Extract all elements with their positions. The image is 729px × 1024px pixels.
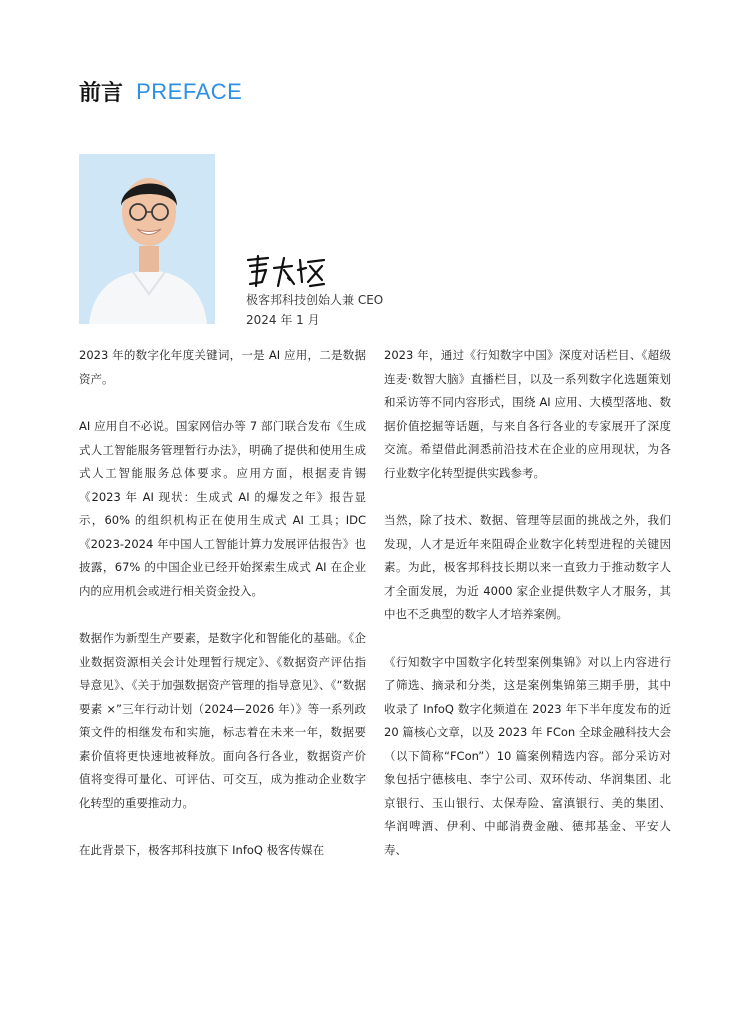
paragraph: 在此背景下，极客邦科技旗下 InfoQ 极客传媒在 — [79, 843, 325, 857]
paragraph: 数据作为新型生产要素，是数字化和智能化的基础。《企业数据资源相关会计处理暂行规定》、《数据资产评估指导意见》、《关于加强数据资产管理的指导意见》、《“数据要素 ×”三年行动计划（2024—2026 年）》等一系列政策文件的相继发布和实施，标志着在未来一年，数据要素价值将更快速地被释放。面向各行各业，数据资产价值将变得可量化、可评估、可交互，成为推动企业数字化转型的重要推动力。 — [79, 631, 366, 810]
left-column — [79, 344, 366, 887]
paragraph: 2023 年，通过《行知数字中国》深度对话栏目、《超级连麦·数智大脑》直播栏目，以及一系列数字化选题策划和采访等不同内容形式，围绕 AI 应用、大模型落地、数据价值挖掘等话题，与来自各行各业的专家展开了深度交流。希望借此洞悉前沿技术在企业的应用现状，为各行业数字化转型提供实践参考。 — [384, 348, 671, 480]
author-photo — [79, 154, 215, 324]
paragraph: 2023 年的数字化年度关键词，一是 AI 应用，二是数据资产。 — [79, 348, 366, 386]
paragraph: 《行知数字中国数字化转型案例集锦》对以上内容进行了筛选、摘录和分类，这是案例集锦第三期手册，其中收录了 InfoQ 数字化频道在 2023 年下半年度发布的近 20 篇核心文章，以及 2023 年 FCon 全球金融科技大会（以下简称“FCon”）10 篇案例精选内容。部分采访对象包括宁德核电、李宁公司、双环传动、华润集团、北京银行、玉山银行、太保寿险、富滇银行、美的集团、华润啤酒、伊利、中邮消费金融、德邦基金、平安人寿、 — [384, 654, 671, 857]
paragraph: AI 应用自不必说。国家网信办等 7 部门联合发布《生成式人工智能服务管理暂行办法》，明确了提供和使用生成式人工智能服务总体要求。应用方面，根据麦肯锡《2023 年 AI 现状：生成式 AI 的爆发之年》报告显示，60% 的组织机构正在使用生成式 AI 工具；IDC 《2023-2024 年中国人工智能计算力发展评估报告》也披露，67% 的中国企业已经开始探索生成式 AI 在企业内的应用机会或进行相关资金投入。 — [79, 419, 366, 598]
author-date: 2024 年 1 月 — [246, 313, 320, 327]
heading-title-en: PREFACE — [136, 78, 243, 104]
author-title: 极客邦科技创始人兼 CEO — [246, 293, 384, 307]
author-signature — [244, 252, 328, 290]
right-column — [384, 344, 671, 886]
heading-title-cn: 前言 — [79, 81, 124, 106]
paragraph: 当然，除了技术、数据、管理等层面的挑战之外，我们发现，人才是近年来阻碍企业数字化转型进程的关键因素。为此，极客邦科技长期以来一直致力于推动数字人才全面发展，为近 4000 家企业提供数字人才服务，其中也不乏典型的数字人才培养案例。 — [384, 513, 671, 621]
page-heading — [79, 76, 242, 110]
